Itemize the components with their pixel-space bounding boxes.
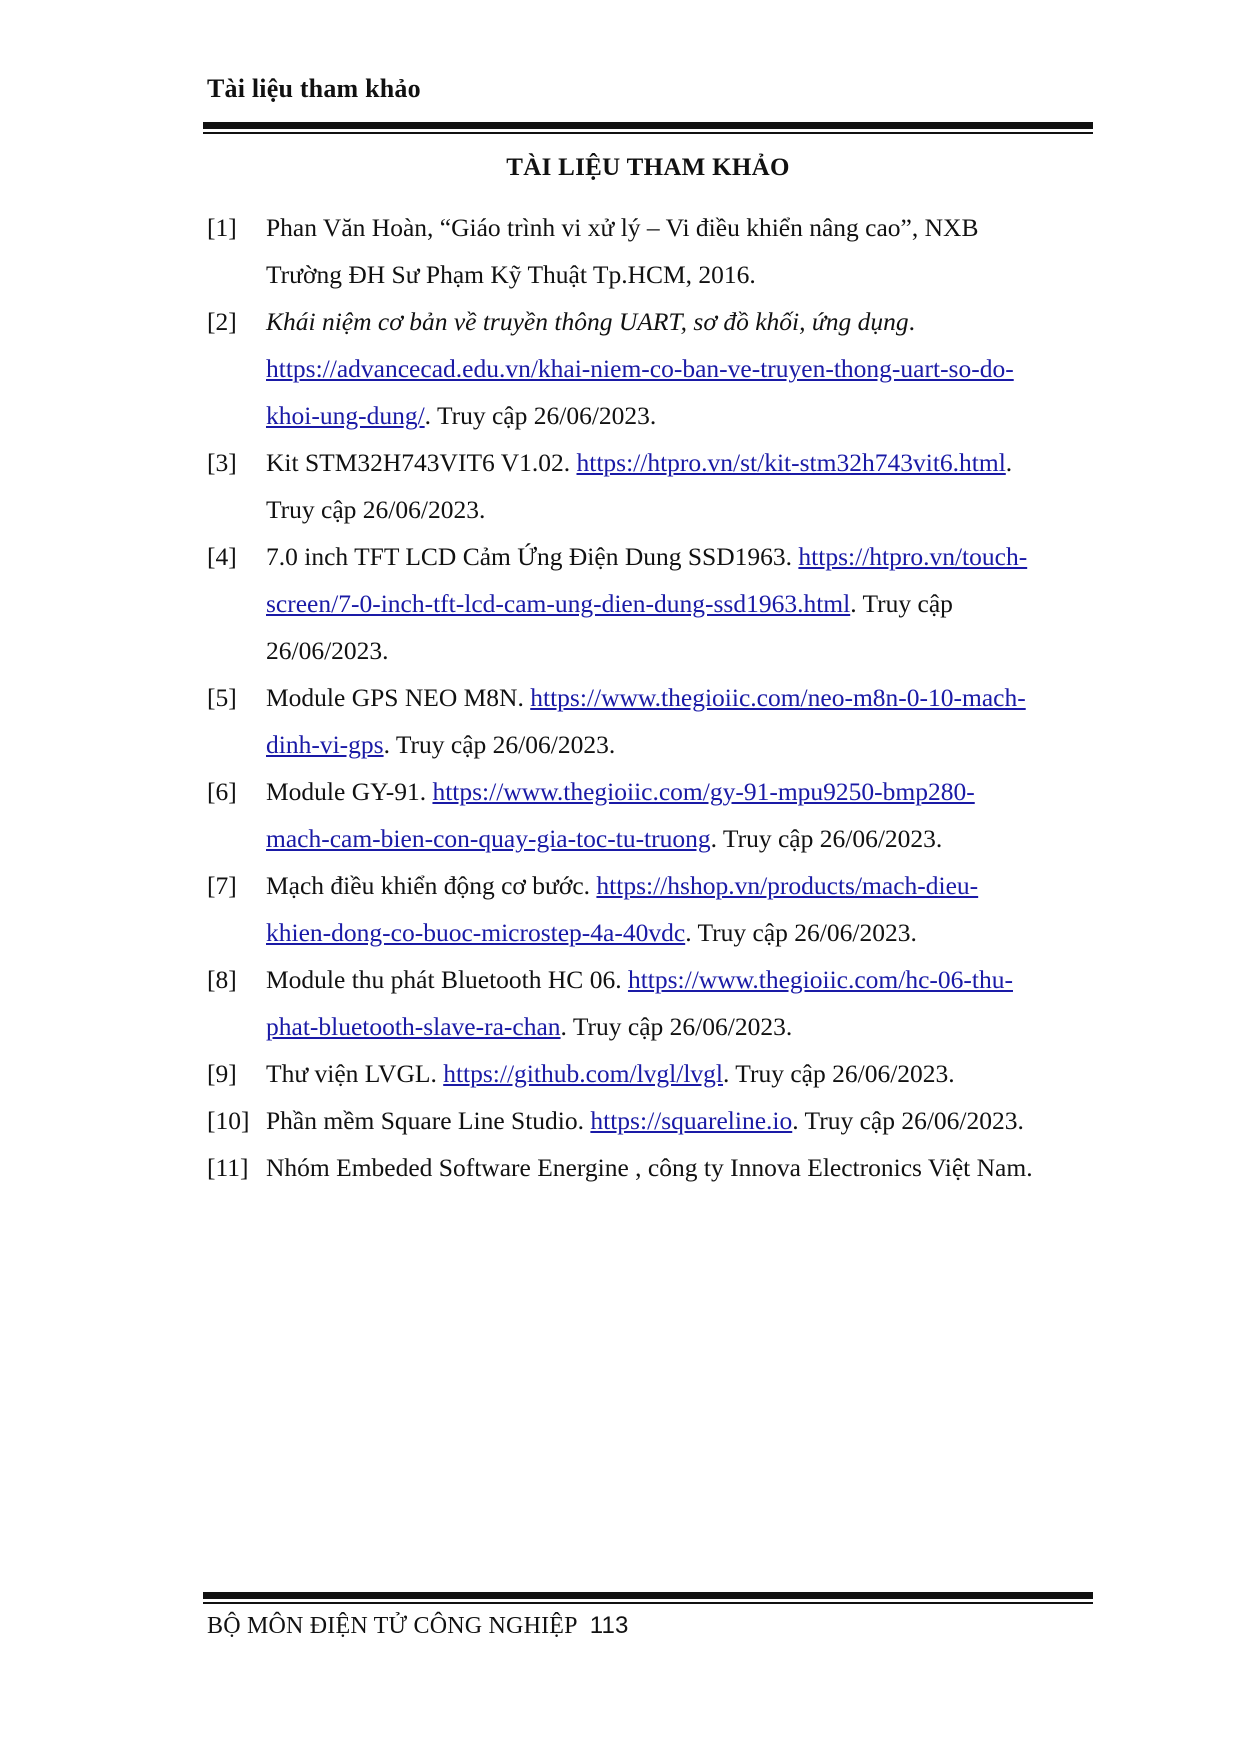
reference-body bbox=[266, 768, 1097, 862]
reference-text: . Truy cập 26/06/2023. bbox=[383, 730, 616, 759]
reference-text: . bbox=[908, 307, 916, 336]
reference-item bbox=[207, 1050, 1097, 1097]
reference-text: 7.0 inch TFT LCD Cảm Ứng Điện Dung SSD1963. bbox=[266, 542, 799, 571]
reference-text: Thư viện LVGL. bbox=[266, 1059, 444, 1088]
reference-item bbox=[207, 862, 1097, 956]
footer bbox=[207, 1612, 629, 1640]
footer-rule-thick bbox=[203, 1592, 1093, 1599]
reference-item bbox=[207, 204, 1097, 298]
reference-link[interactable]: phat-bluetooth-slave-ra-chan bbox=[266, 1012, 561, 1041]
reference-body bbox=[266, 439, 1097, 533]
reference-link[interactable]: https://www.thegioiic.com/hc-06-thu- bbox=[627, 965, 1013, 994]
reference-item bbox=[207, 533, 1097, 674]
reference-text: . Truy cập bbox=[850, 589, 953, 618]
footer-rule-thin bbox=[203, 1602, 1093, 1604]
reference-body bbox=[266, 1097, 1097, 1144]
reference-link[interactable]: khien-dong-co-buoc-microstep-4a-40vdc bbox=[266, 918, 686, 947]
reference-link[interactable]: dinh-vi-gps bbox=[266, 730, 384, 759]
reference-number: [5] bbox=[207, 683, 237, 712]
reference-text: . Truy cập 26/06/2023. bbox=[710, 824, 943, 853]
reference-item bbox=[207, 768, 1097, 862]
reference-text: . Truy cập 26/06/2023. bbox=[424, 401, 657, 430]
reference-text: 26/06/2023. bbox=[266, 636, 389, 665]
reference-body bbox=[266, 862, 1097, 956]
reference-text: . Truy cập 26/06/2023. bbox=[723, 1059, 955, 1088]
reference-number: [9] bbox=[207, 1059, 237, 1088]
reference-item bbox=[207, 1144, 1097, 1191]
reference-link[interactable]: mach-cam-bien-con-quay-gia-toc-tu-truong bbox=[266, 824, 711, 853]
reference-item bbox=[207, 439, 1097, 533]
reference-number: [10] bbox=[207, 1106, 250, 1135]
reference-body bbox=[266, 204, 1097, 298]
running-header-title: Tài liệu tham khảo bbox=[207, 74, 421, 103]
footer-department: BỘ MÔN ĐIỆN TỬ CÔNG NGHIỆP bbox=[207, 1613, 578, 1639]
reference-number: [2] bbox=[207, 307, 237, 336]
reference-link[interactable]: https://squareline.io bbox=[590, 1106, 793, 1135]
reference-text: Kit STM32H743VIT6 V1.02. bbox=[266, 448, 577, 477]
reference-item bbox=[207, 298, 1097, 439]
reference-number: [7] bbox=[207, 871, 237, 900]
reference-link[interactable]: https://advancecad.edu.vn/khai-niem-co-ban-ve-truyen-thong-uart-so-do- bbox=[266, 354, 1014, 383]
reference-list bbox=[207, 204, 1097, 1191]
reference-text: . Truy cập 26/06/2023. bbox=[792, 1106, 1024, 1135]
reference-number: [4] bbox=[207, 542, 237, 571]
reference-link[interactable]: https://htpro.vn/touch- bbox=[798, 542, 1028, 571]
reference-body bbox=[266, 1144, 1097, 1191]
reference-text: . Truy cập 26/06/2023. bbox=[560, 1012, 793, 1041]
reference-link[interactable]: khoi-ung-dung/ bbox=[266, 401, 425, 430]
reference-text: Module GY-91. bbox=[266, 777, 433, 806]
reference-link[interactable]: https://hshop.vn/products/mach-dieu- bbox=[596, 871, 979, 900]
reference-title: Khái niệm cơ bản về truyền thông UART, sơ đồ khối, ứng dụng bbox=[266, 307, 909, 336]
reference-text: . Truy cập 26/06/2023. bbox=[685, 918, 917, 947]
header-rule-thick bbox=[203, 122, 1093, 129]
reference-item bbox=[207, 956, 1097, 1050]
reference-number: [6] bbox=[207, 777, 237, 806]
reference-number: [3] bbox=[207, 448, 237, 477]
reference-text: Trường ĐH Sư Phạm Kỹ Thuật Tp.HCM, 2016. bbox=[266, 260, 756, 289]
reference-text: Phan Văn Hoàn, “Giáo trình vi xử lý – Vi điều khiển nâng cao”, NXB bbox=[266, 213, 979, 242]
reference-link[interactable]: https://www.thegioiic.com/neo-m8n-0-10-mach- bbox=[530, 683, 1026, 712]
reference-item bbox=[207, 674, 1097, 768]
reference-link[interactable]: screen/7-0-inch-tft-lcd-cam-ung-dien-dung-ssd1963.html bbox=[266, 589, 851, 618]
reference-number: [8] bbox=[207, 965, 237, 994]
reference-body bbox=[266, 298, 1097, 439]
reference-link[interactable]: https://www.thegioiic.com/gy-91-mpu9250-bmp280- bbox=[432, 777, 975, 806]
reference-text: Truy cập 26/06/2023. bbox=[266, 495, 486, 524]
reference-text: Phần mềm Square Line Studio. bbox=[266, 1106, 591, 1135]
reference-body bbox=[266, 674, 1097, 768]
reference-text: . bbox=[1005, 448, 1013, 477]
page-title: TÀI LIỆU THAM KHẢO bbox=[506, 154, 790, 181]
header-rule-thin bbox=[203, 132, 1093, 134]
reference-text: Module thu phát Bluetooth HC 06. bbox=[266, 965, 628, 994]
reference-item bbox=[207, 1097, 1097, 1144]
reference-link[interactable]: https://github.com/lvgl/lvgl bbox=[443, 1059, 724, 1088]
reference-number: [11] bbox=[207, 1153, 249, 1182]
reference-link[interactable]: https://htpro.vn/st/kit-stm32h743vit6.html bbox=[576, 448, 1006, 477]
reference-body bbox=[266, 956, 1097, 1050]
reference-body bbox=[266, 1050, 1097, 1097]
reference-body bbox=[266, 533, 1097, 674]
reference-number: [1] bbox=[207, 213, 237, 242]
page-number: 113 bbox=[589, 1612, 629, 1639]
reference-text: Mạch điều khiển động cơ bước. bbox=[266, 871, 597, 900]
reference-text: Nhóm Embeded Software Energine , công ty Innova Electronics Việt Nam. bbox=[266, 1153, 1033, 1182]
reference-text: Module GPS NEO M8N. bbox=[266, 683, 531, 712]
